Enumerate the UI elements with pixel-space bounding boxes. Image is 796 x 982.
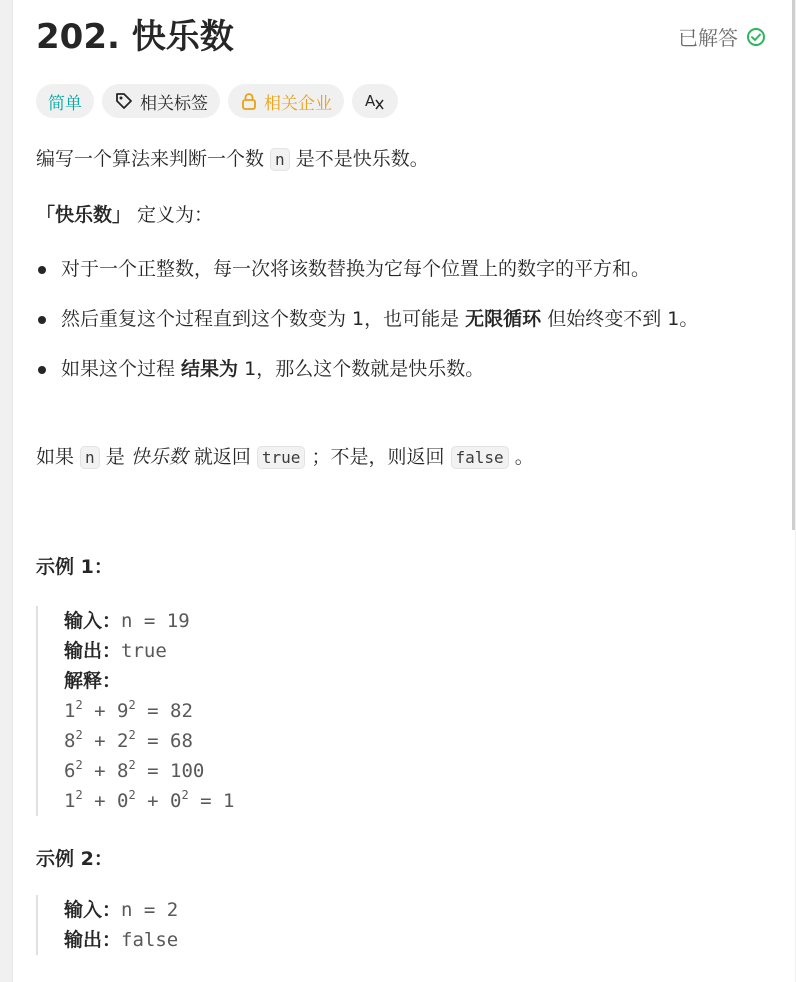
text: 然后重复这个过程直到这个数变为 1，也可能是 — [61, 308, 466, 330]
exponent: 2 — [75, 698, 83, 712]
bold-text: 结果为 — [181, 358, 239, 380]
description-paragraph-3 — [36, 442, 534, 473]
exponent: 2 — [128, 788, 136, 802]
scrollbar[interactable] — [792, 0, 795, 530]
problem-title: 202. 快乐数 — [36, 17, 234, 57]
step-term: 8 — [64, 730, 76, 752]
tag-icon — [114, 91, 134, 111]
example-output-line — [64, 636, 234, 666]
text: 如果这个过程 — [61, 358, 182, 380]
example-explain-line — [64, 666, 234, 696]
inline-code: n — [80, 446, 100, 469]
tag-row — [36, 84, 398, 118]
difficulty-tag[interactable] — [36, 84, 94, 118]
lock-icon — [240, 91, 258, 111]
input-value: n = 2 — [121, 899, 179, 921]
solved-status — [678, 22, 766, 51]
example-output-line — [64, 925, 178, 955]
example-input-line — [64, 895, 178, 925]
step-term: + 9 — [82, 700, 129, 722]
example-1-block — [36, 606, 234, 816]
step-result: = 68 — [135, 730, 193, 752]
list-item — [36, 254, 726, 284]
difficulty-label: 简单 — [48, 93, 82, 114]
exponent: 2 — [75, 788, 83, 802]
output-label: 输出： — [64, 929, 122, 951]
list-item — [36, 304, 726, 334]
inline-code: false — [451, 446, 509, 469]
example-input-line — [64, 606, 234, 636]
exponent: 2 — [181, 788, 189, 802]
text: 如果 — [36, 446, 81, 468]
topics-tag-button[interactable] — [102, 84, 220, 118]
solved-label: 已解答 — [678, 26, 738, 50]
explain-step — [64, 756, 234, 786]
output-value: true — [121, 640, 167, 662]
translate-button[interactable] — [352, 84, 398, 118]
description-paragraph-1 — [36, 144, 429, 175]
step-result: = 1 — [188, 790, 235, 812]
definition-list — [36, 254, 726, 404]
text: 1，那么这个数就是快乐数。 — [238, 358, 485, 380]
step-result: = 100 — [135, 760, 205, 782]
step-term: + 0 — [135, 790, 182, 812]
companies-label: 相关企业 — [264, 93, 332, 114]
text: 是 — [99, 446, 131, 468]
input-label: 输入： — [64, 899, 122, 921]
translate-icon-letter: A — [365, 92, 376, 110]
text: ；不是，则返回 — [305, 446, 451, 468]
step-term: 1 — [64, 700, 76, 722]
example-2-title: 示例 2： — [36, 848, 113, 870]
inline-code: n — [270, 148, 290, 171]
example-2-block — [36, 895, 178, 955]
input-label: 输入： — [64, 610, 122, 632]
step-term: + 0 — [82, 790, 129, 812]
text: 定义为： — [131, 204, 214, 226]
step-result: = 82 — [135, 700, 193, 722]
text: 对于一个正整数，每一次将该数替换为它每个位置上的数字的平方和。 — [61, 258, 651, 280]
topics-label: 相关标签 — [140, 93, 208, 114]
step-term: 6 — [64, 760, 76, 782]
companies-tag-button[interactable] — [228, 84, 344, 118]
exponent: 2 — [75, 758, 83, 772]
inline-code: true — [257, 446, 306, 469]
check-circle-icon — [746, 27, 766, 47]
explain-label: 解释： — [64, 670, 122, 692]
exponent: 2 — [128, 728, 136, 742]
text: 是不是快乐数。 — [289, 148, 429, 170]
input-value: n = 19 — [121, 610, 190, 632]
exponent: 2 — [128, 698, 136, 712]
example-1-title: 示例 1： — [36, 556, 113, 578]
text: 就返回 — [187, 446, 257, 468]
bold-text: 无限循环 — [465, 308, 542, 330]
text: 。 — [508, 446, 534, 468]
text: 但始终变不到 1。 — [541, 308, 699, 330]
bold-text: 「快乐数」 — [36, 204, 132, 226]
list-item — [36, 354, 726, 384]
explain-step — [64, 696, 234, 726]
explain-step — [64, 726, 234, 756]
step-term: 1 — [64, 790, 76, 812]
step-term: + 8 — [82, 760, 129, 782]
translate-icon — [364, 91, 386, 111]
output-label: 输出： — [64, 640, 122, 662]
explain-step — [64, 786, 234, 816]
output-value: false — [121, 929, 179, 951]
italic-text: 快乐数 — [130, 446, 188, 468]
exponent: 2 — [75, 728, 83, 742]
text: 编写一个算法来判断一个数 — [36, 148, 271, 170]
step-term: + 2 — [82, 730, 129, 752]
exponent: 2 — [128, 758, 136, 772]
description-paragraph-2 — [36, 200, 213, 230]
